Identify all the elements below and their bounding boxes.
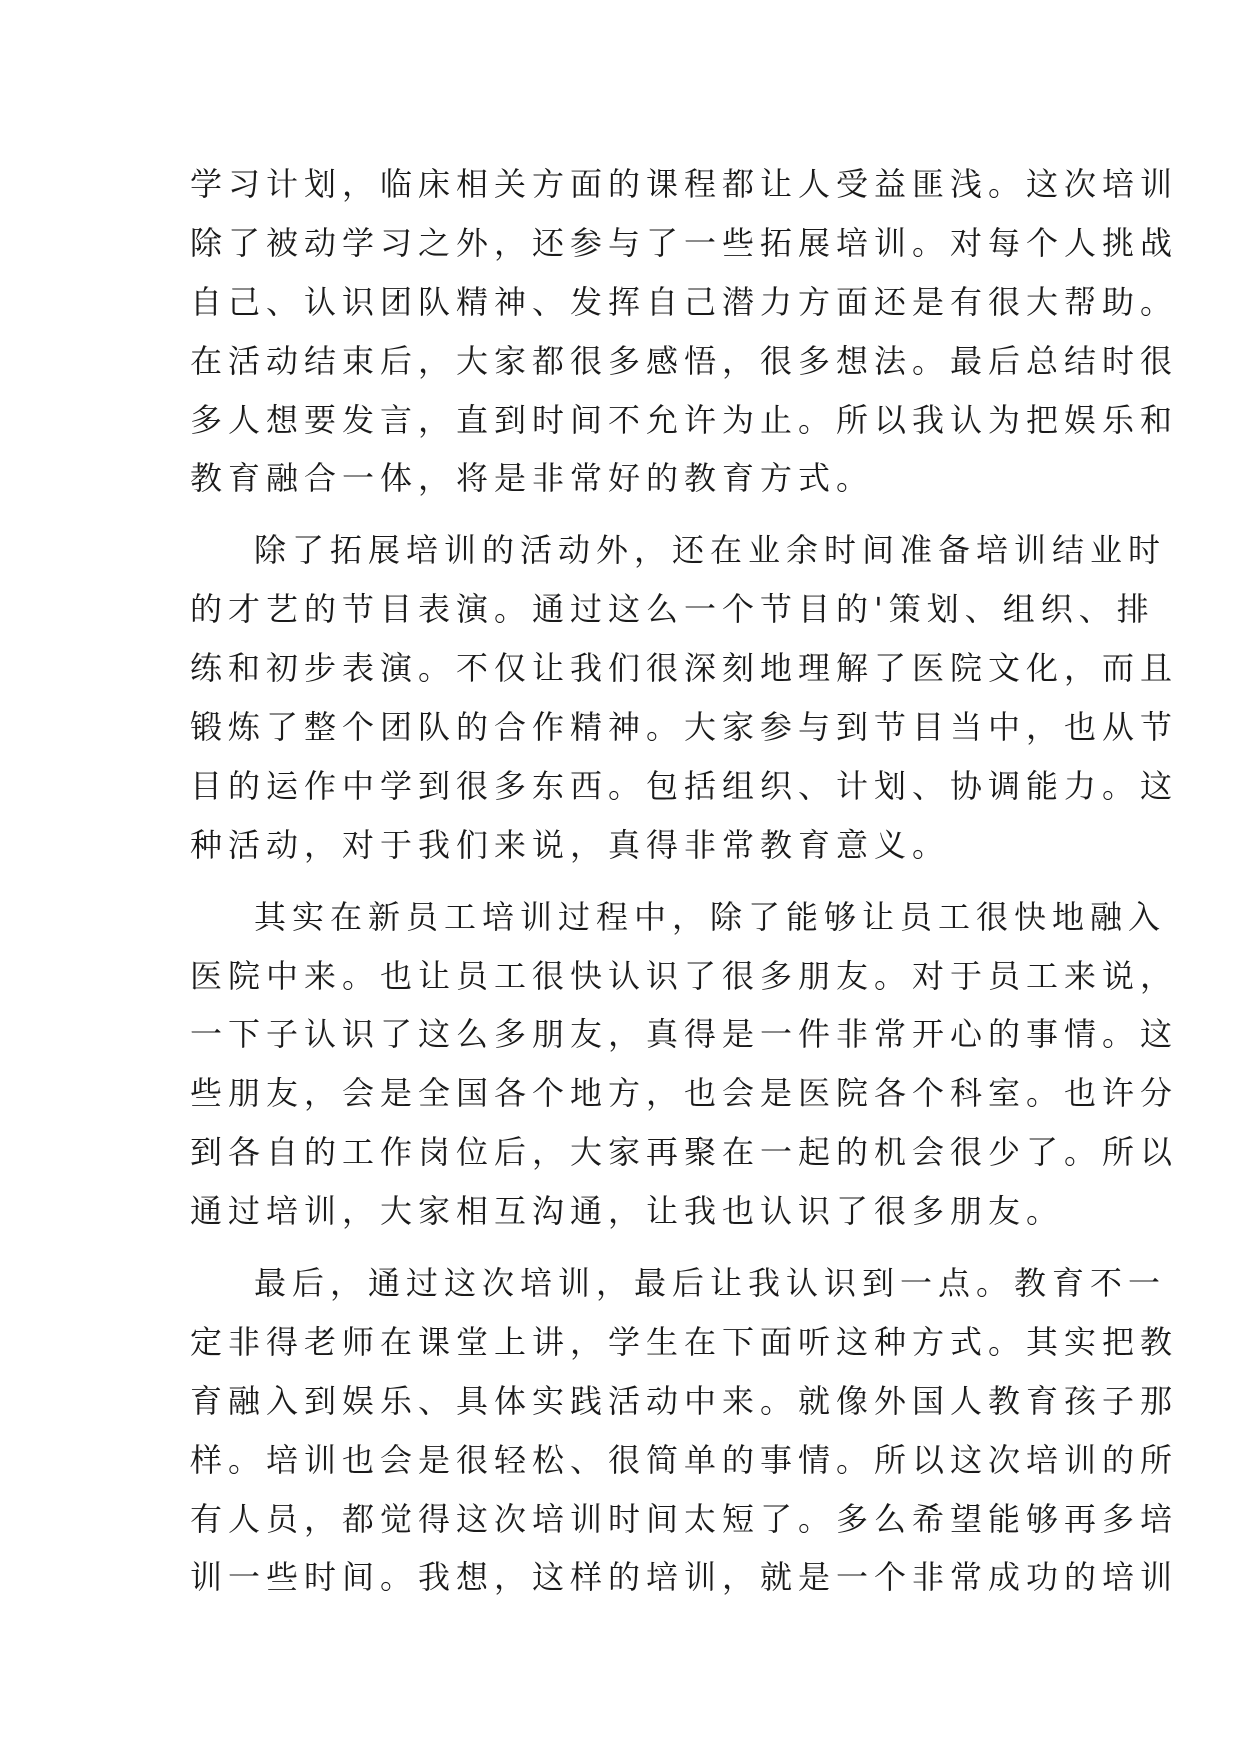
text-line: 医院中来。也让员工很快认识了很多朋友。对于员工来说， [190,956,1179,995]
text-line: 自己、认识团队精神、发挥自己潜力方面还是有很大帮助。 [190,282,1179,321]
text-line: 锻炼了整个团队的合作精神。大家参与到节目当中，也从节 [190,708,1179,747]
paragraph-2 [190,521,1179,874]
text-line: 通过培训，大家相互沟通，让我也认识了很多朋友。 [190,1192,1065,1231]
text-line: 一下子认识了这么多朋友，真得是一件非常开心的事情。这 [190,1015,1179,1054]
text-line: 其实在新员工培训过程中，除了能够让员工很快地融入 [254,897,1167,936]
text-line: 在活动结束后，大家都很多感悟，很多想法。最后总结时很 [190,341,1179,380]
text-line: 些朋友，会是全国各个地方，也会是医院各个科室。也许分 [190,1074,1179,1113]
text-line: 样。培训也会是很轻松、很简单的事情。所以这次培训的所 [190,1440,1179,1479]
text-line: 多人想要发言，直到时间不允许为止。所以我认为把娱乐和 [190,400,1179,439]
paragraph-4 [190,1254,1179,1607]
text-line: 练和初步表演。不仅让我们很深刻地理解了医院文化，而且 [190,649,1179,688]
text-line: 学习计划，临床相关方面的课程都让人受益匪浅。这次培训 [190,165,1179,203]
text-line: 除了拓展培训的活动外，还在业余时间准备培训结业时 [254,531,1167,570]
text-line: 教育融合一体，将是非常好的教育方式。 [190,459,875,498]
text-line: 有人员，都觉得这次培训时间太短了。多么希望能够再多培 [190,1499,1179,1538]
paragraph-3 [190,888,1179,1241]
text-line: 目的运作中学到很多东西。包括组织、计划、协调能力。这 [190,766,1179,805]
body-text [190,155,1179,1607]
text-line: 训一些时间。我想，这样的培训，就是一个非常成功的培训 [190,1558,1179,1597]
text-line: 定非得老师在课堂上讲，学生在下面听这种方式。其实把教 [190,1322,1179,1361]
text-line: 除了被动学习之外，还参与了一些拓展培训。对每个人挑战 [190,223,1179,262]
text-line: 育融入到娱乐、具体实践活动中来。就像外国人教育孩子那 [190,1381,1179,1420]
text-line: 的才艺的节目表演。通过这么一个节目的'策划、组织、排 [190,590,1155,629]
text-line: 种活动，对于我们来说，真得非常教育意义。 [190,825,951,864]
paragraph-1 [190,155,1179,508]
text-line: 最后，通过这次培训，最后让我认识到一点。教育不一 [254,1264,1167,1303]
text-line: 到各自的工作岗位后，大家再聚在一起的机会很少了。所以 [190,1133,1179,1172]
